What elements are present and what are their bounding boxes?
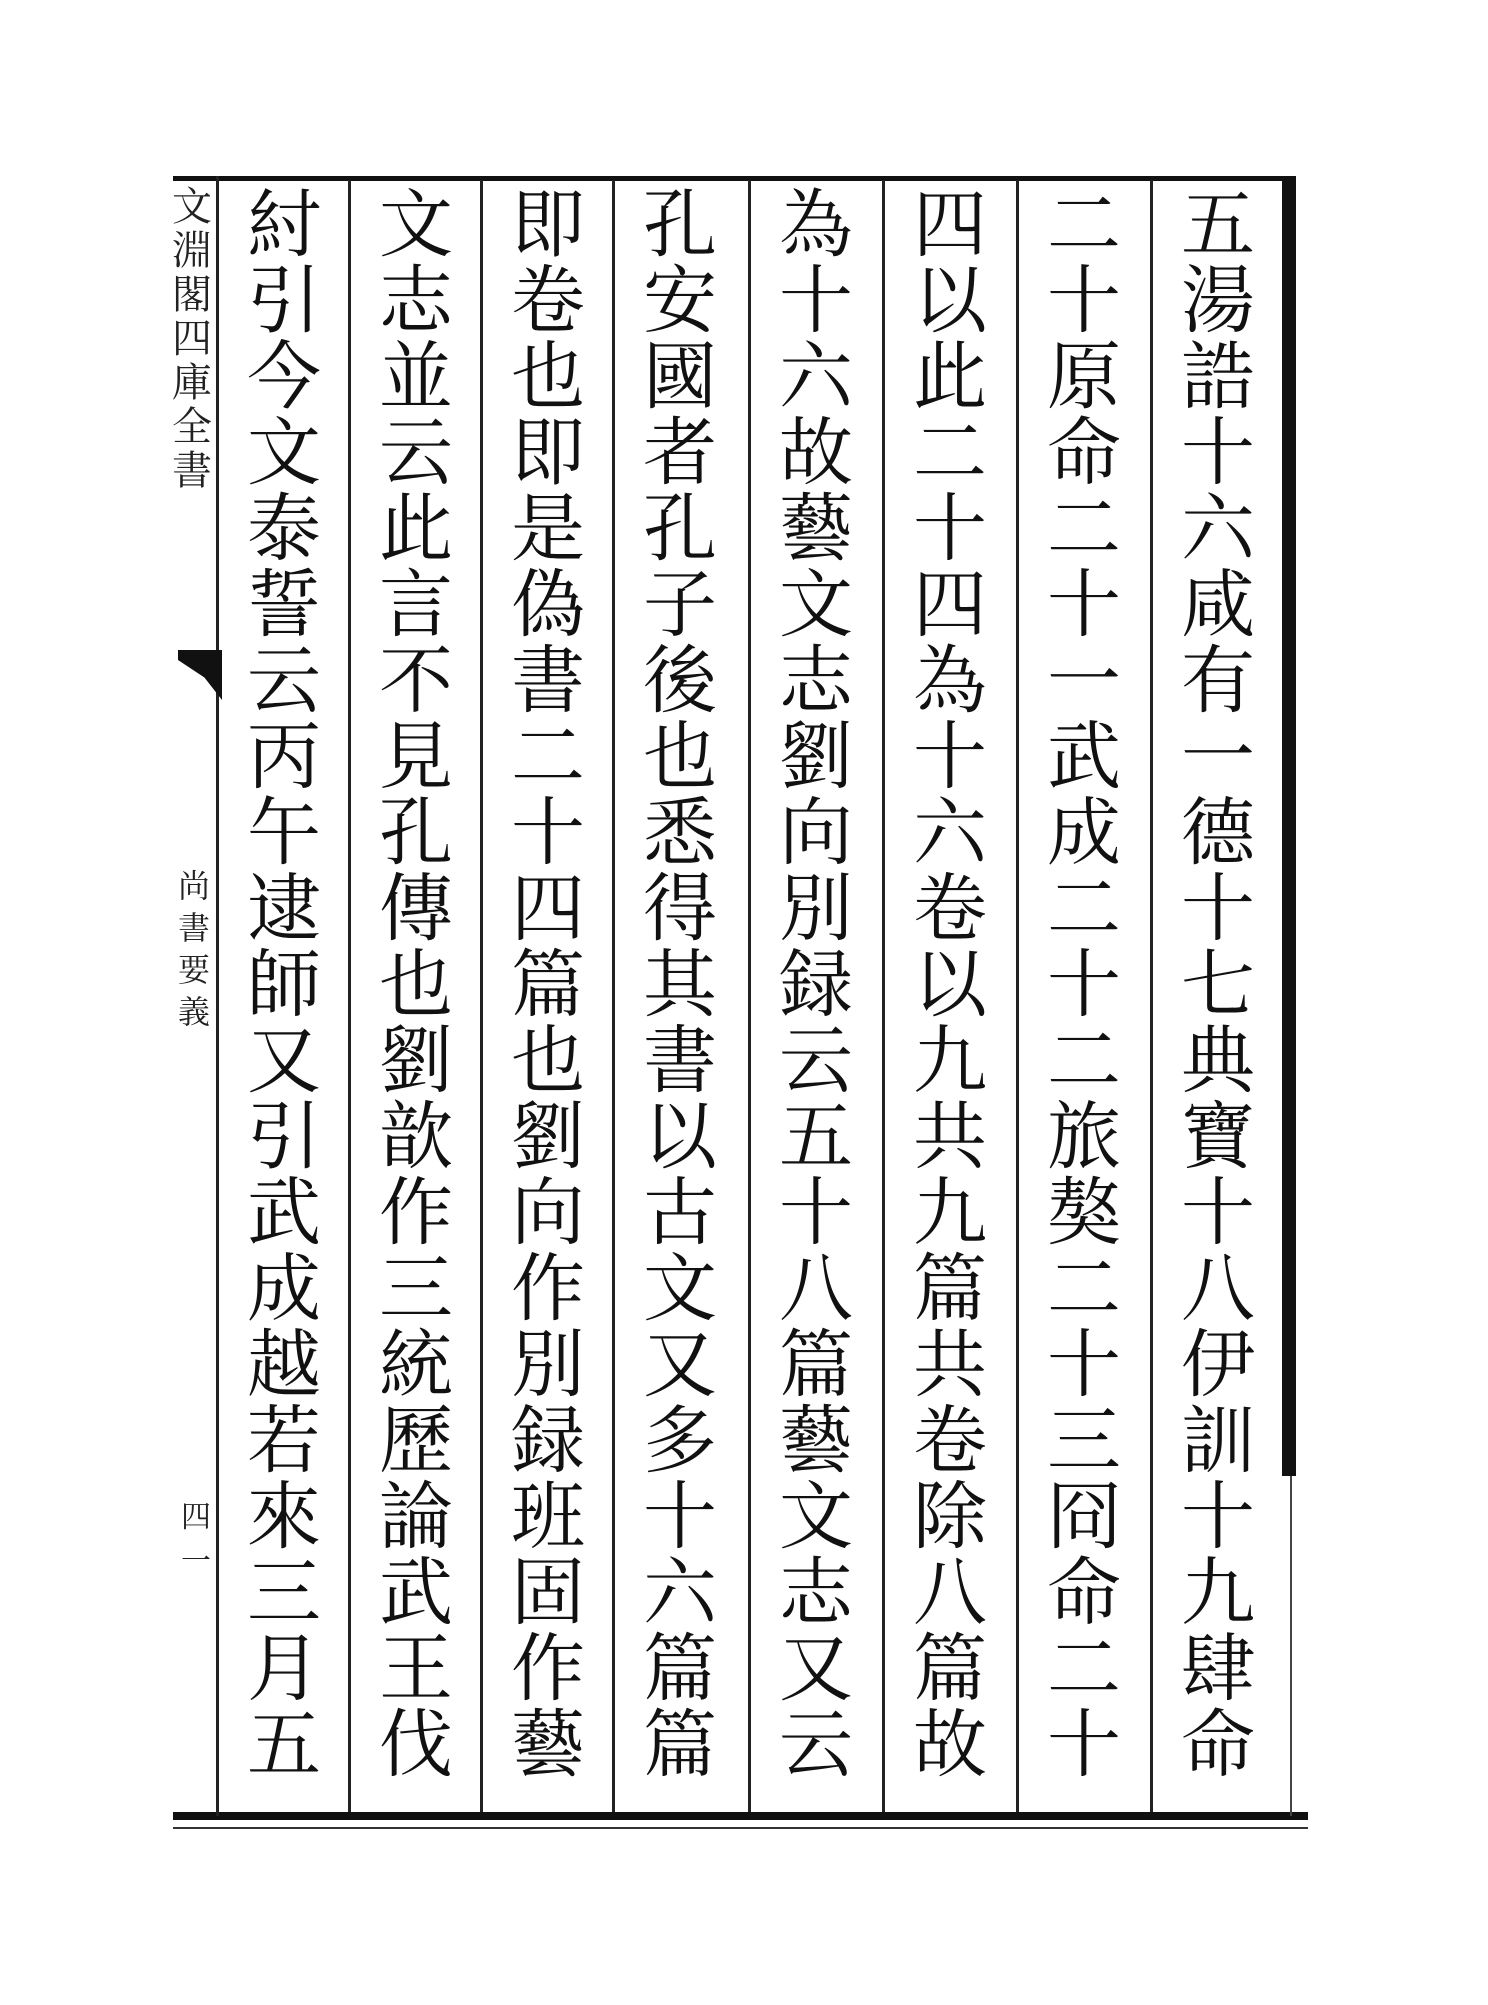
text-character: 咸 [1181, 562, 1255, 648]
margin-character: 文 [172, 184, 212, 230]
text-character: 篇 [643, 1702, 717, 1788]
text-character: 以 [643, 1094, 717, 1180]
text-column-5 [616, 182, 744, 1808]
text-character: 五 [247, 1702, 321, 1788]
text-character: 六 [1181, 486, 1255, 572]
text-character: 劉 [779, 714, 853, 800]
text-character: 十 [1047, 1322, 1121, 1408]
text-character: 孔 [643, 486, 717, 572]
text-character: 藝 [779, 1398, 853, 1484]
text-column-8 [220, 182, 348, 1808]
text-character: 篇 [779, 1322, 853, 1408]
text-character: 十 [913, 486, 987, 572]
text-character: 劉 [511, 1094, 585, 1180]
text-character: 卷 [511, 258, 585, 344]
top-border [173, 176, 1293, 181]
text-character: 為 [779, 182, 853, 268]
text-character: 古 [643, 1170, 717, 1256]
text-character: 固 [511, 1550, 585, 1636]
text-character: 又 [247, 1018, 321, 1104]
text-character: 六 [913, 790, 987, 876]
text-character: 旅 [1047, 1094, 1121, 1180]
text-character: 除 [913, 1474, 987, 1560]
column-divider [882, 180, 885, 1812]
text-character: 七 [1181, 942, 1255, 1028]
text-character: 云 [779, 1702, 853, 1788]
text-character: 志 [779, 1550, 853, 1636]
text-character: 寶 [1181, 1094, 1255, 1180]
text-character: 九 [913, 1170, 987, 1256]
text-character: 言 [379, 562, 453, 648]
text-character: 引 [247, 1094, 321, 1180]
text-character: 孔 [643, 182, 717, 268]
text-character: 十 [1047, 258, 1121, 344]
text-character: 云 [247, 638, 321, 724]
margin-character: 義 [177, 993, 210, 1031]
text-character: 誥 [1181, 334, 1255, 420]
margin-character: 要 [177, 951, 210, 989]
margin-character: 書 [172, 448, 212, 494]
text-character: 午 [247, 790, 321, 876]
text-character: 篇 [913, 1246, 987, 1332]
text-character: 此 [913, 334, 987, 420]
text-character: 得 [643, 866, 717, 952]
text-character: 文 [247, 410, 321, 496]
text-character: 六 [643, 1550, 717, 1636]
right-border-lower [1290, 1476, 1292, 1816]
text-character: 篇 [913, 1626, 987, 1712]
text-character: 共 [913, 1094, 987, 1180]
text-character: 紂 [247, 182, 321, 268]
text-character: 二 [1047, 866, 1121, 952]
text-character: 原 [1047, 334, 1121, 420]
text-character: 作 [511, 1626, 585, 1712]
text-column-7 [352, 182, 480, 1808]
text-character: 偽 [511, 562, 585, 648]
text-character: 歆 [379, 1094, 453, 1180]
text-character: 武 [379, 1550, 453, 1636]
text-character: 月 [247, 1626, 321, 1712]
column-divider [480, 180, 483, 1812]
margin-character: 閣 [172, 272, 212, 318]
text-character: 命 [1181, 1702, 1255, 1788]
column-divider [1016, 180, 1019, 1812]
text-character: 以 [913, 258, 987, 344]
text-character: 向 [779, 790, 853, 876]
text-character: 十 [1047, 1702, 1121, 1788]
text-character: 引 [247, 258, 321, 344]
text-character: 二 [913, 410, 987, 496]
text-character: 八 [1181, 1246, 1255, 1332]
text-character: 二 [1047, 1018, 1121, 1104]
text-character: 論 [379, 1474, 453, 1560]
text-character: 四 [511, 866, 585, 952]
text-character: 來 [247, 1474, 321, 1560]
text-character: 若 [247, 1398, 321, 1484]
text-character: 者 [643, 410, 717, 496]
text-character: 也 [511, 1018, 585, 1104]
text-character: 志 [379, 258, 453, 344]
text-character: 統 [379, 1322, 453, 1408]
text-character: 六 [779, 334, 853, 420]
text-character: 卷 [913, 1398, 987, 1484]
text-character: 命 [1047, 1550, 1121, 1636]
text-character: 藝 [779, 486, 853, 572]
text-character: 志 [779, 638, 853, 724]
text-character: 湯 [1181, 258, 1255, 344]
margin-character: 淵 [172, 228, 212, 274]
text-character: 獒 [1047, 1170, 1121, 1256]
text-character: 十 [643, 1474, 717, 1560]
text-character: 二 [1047, 486, 1121, 572]
text-character: 故 [913, 1702, 987, 1788]
text-character: 王 [379, 1626, 453, 1712]
text-column-6 [484, 182, 612, 1808]
text-character: 藝 [511, 1702, 585, 1788]
text-character: 文 [779, 562, 853, 648]
text-character: 子 [643, 562, 717, 648]
text-character: 云 [379, 410, 453, 496]
text-character: 誓 [247, 562, 321, 648]
text-character: 録 [511, 1398, 585, 1484]
text-character: 不 [379, 638, 453, 724]
text-column-2 [1020, 182, 1148, 1808]
text-character: 一 [1181, 714, 1255, 800]
margin-section-title [172, 865, 216, 1033]
margin-character: 庫 [172, 360, 212, 406]
text-character: 伊 [1181, 1322, 1255, 1408]
text-character: 九 [913, 1018, 987, 1104]
text-character: 八 [913, 1550, 987, 1636]
text-character: 命 [1047, 410, 1121, 496]
text-character: 故 [779, 410, 853, 496]
text-character: 多 [643, 1398, 717, 1484]
column-divider [1150, 180, 1153, 1812]
text-character: 班 [511, 1474, 585, 1560]
text-character: 逮 [247, 866, 321, 952]
text-character: 向 [511, 1170, 585, 1256]
text-character: 見 [379, 714, 453, 800]
text-character: 十 [1047, 942, 1121, 1028]
text-character: 十 [1181, 410, 1255, 496]
text-character: 十 [779, 258, 853, 344]
margin-character: 書 [177, 909, 210, 947]
text-character: 二 [1047, 1246, 1121, 1332]
text-character: 又 [779, 1626, 853, 1712]
margin-book-title [170, 185, 214, 493]
text-character: 五 [1181, 182, 1255, 268]
text-character: 四 [913, 562, 987, 648]
text-character: 即 [511, 182, 585, 268]
column-divider [348, 180, 351, 1812]
text-character: 冏 [1047, 1474, 1121, 1560]
text-character: 別 [779, 866, 853, 952]
margin-character: 全 [172, 404, 212, 450]
text-character: 也 [511, 334, 585, 420]
text-character: 文 [779, 1474, 853, 1560]
text-character: 師 [247, 942, 321, 1028]
text-character: 書 [511, 638, 585, 724]
text-character: 二 [1047, 182, 1121, 268]
page-number: 四一 [181, 1500, 211, 1579]
text-character: 八 [779, 1246, 853, 1332]
text-character: 又 [643, 1322, 717, 1408]
text-character: 四 [913, 182, 987, 268]
text-character: 三 [379, 1246, 453, 1332]
text-character: 也 [643, 714, 717, 800]
text-character: 十 [1181, 866, 1255, 952]
column-divider [748, 180, 751, 1812]
text-character: 其 [643, 942, 717, 1028]
text-character: 書 [643, 1018, 717, 1104]
text-character: 五 [779, 1094, 853, 1180]
text-character: 並 [379, 334, 453, 420]
text-character: 一 [1047, 638, 1121, 724]
text-character: 傳 [379, 866, 453, 952]
text-character: 以 [913, 942, 987, 1028]
text-character: 十 [1181, 1170, 1255, 1256]
text-character: 安 [643, 258, 717, 344]
text-character: 十 [1047, 562, 1121, 648]
text-character: 訓 [1181, 1398, 1255, 1484]
text-character: 武 [247, 1170, 321, 1256]
text-character: 十 [511, 790, 585, 876]
text-character: 九 [1181, 1550, 1255, 1636]
margin-character: 尚 [177, 867, 210, 905]
bottom-border [173, 1812, 1308, 1820]
text-character: 篇 [643, 1626, 717, 1712]
text-character: 孔 [379, 790, 453, 876]
text-character: 為 [913, 638, 987, 724]
text-character: 二 [511, 714, 585, 800]
text-character: 劉 [379, 1018, 453, 1104]
text-character: 共 [913, 1322, 987, 1408]
text-character: 丙 [247, 714, 321, 800]
text-character: 伐 [379, 1702, 453, 1788]
text-character: 文 [643, 1246, 717, 1332]
text-character: 作 [379, 1170, 453, 1256]
text-character: 十 [779, 1170, 853, 1256]
text-character: 有 [1181, 638, 1255, 724]
text-character: 越 [247, 1322, 321, 1408]
text-character: 後 [643, 638, 717, 724]
text-character: 三 [247, 1550, 321, 1636]
text-character: 武 [1047, 714, 1121, 800]
text-character: 卷 [913, 866, 987, 952]
text-character: 歷 [379, 1398, 453, 1484]
text-character: 十 [1181, 1474, 1255, 1560]
text-column-3 [886, 182, 1014, 1808]
text-character: 肆 [1181, 1626, 1255, 1712]
text-column-4 [752, 182, 880, 1808]
text-character: 作 [511, 1246, 585, 1332]
text-character: 二 [1047, 1626, 1121, 1712]
margin-character: 四 [172, 316, 212, 362]
text-character: 云 [779, 1018, 853, 1104]
text-character: 今 [247, 334, 321, 420]
text-character: 即 [511, 410, 585, 496]
text-character: 篇 [511, 942, 585, 1028]
text-character: 泰 [247, 486, 321, 572]
text-character: 也 [379, 942, 453, 1028]
margin-divider [216, 176, 219, 1816]
text-character: 成 [1047, 790, 1121, 876]
text-character: 是 [511, 486, 585, 572]
text-character: 別 [511, 1322, 585, 1408]
text-character: 録 [779, 942, 853, 1028]
text-character: 十 [913, 714, 987, 800]
bottom-border-thin [173, 1827, 1308, 1829]
column-divider [612, 180, 615, 1812]
text-character: 此 [379, 486, 453, 572]
text-character: 悉 [643, 790, 717, 876]
text-character: 成 [247, 1246, 321, 1332]
text-character: 國 [643, 334, 717, 420]
right-border [1282, 176, 1296, 1476]
text-character: 德 [1181, 790, 1255, 876]
text-character: 三 [1047, 1398, 1121, 1484]
text-character: 文 [379, 182, 453, 268]
text-column-1 [1154, 182, 1282, 1808]
text-character: 典 [1181, 1018, 1255, 1104]
